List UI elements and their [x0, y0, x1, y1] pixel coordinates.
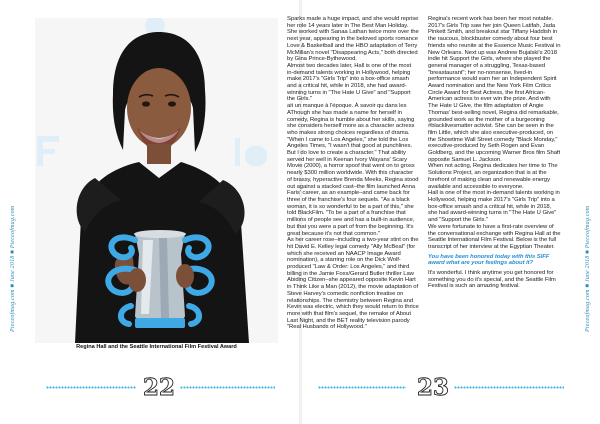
- article-paragraph: We were fortunate to have a first-rate overview of the conversational exchange with Regina Hall at the Seattle International Film Festival. Below is the full transcript of her interview at the Egyptian Theater.: [428, 223, 561, 250]
- article-paragraph: Hall is one of the most in-demand talents working in Hollywood, helping make 2017's "Girls Trip" into a box-office smash and a critical hit, while in 2018, she had award-winning turns in "The Hate U Give" and "Support the Girls.": [428, 190, 560, 224]
- article-paragraph: When not acting, Regina dedicates her time to The Solutions Project, an organization that is at the forefront of making clean and renewable energy available and accessible to everyone.: [428, 163, 558, 190]
- article-column-2: [428, 16, 561, 370]
- article-paragraph: Regina's recent work has been her most notable. 2017's Girls Trip saw her join Queen Latifah, Jada Pinkett Smith, and breakout star Tiffany Haddish in the raucous, blockbuster comedy about four best friends who reunite at the Essence Music Festival in New Orleans. Next up was Andrew Bujalski's 2018 indie hit Support the Girls, where she played the general manager of a struggling, Texas-based "breastaurant"; her no-nonsense, lived-in performance would earn her an Independent Spirit Award nomination and the New York Film Critics Circle Award for Best Actress, the first African-American actress to ever win the prize. And with The Hate U Give, the film adaptation of Angie Thomas' best-selling novel, Regina did remarkable, grounded work as the mother of a burgeoning #blacklivesmatter activist. She can be seen in the film Little, which she also executive-produced, on the Showtime Wall Street comedy "Black Monday," executive-produced by Seth Rogen and Evan Goldberg, and the upcoming Warner Bros film Shaft opposite Samuel L. Jackson.: [428, 16, 561, 163]
- left-side-margin-text: Pieceofmag.com ■ June 2018 ■ Pieceofmag.com: [10, 205, 16, 332]
- article-paragraph: ait un manque à l'époque. À savoir qu dans les AThough she has made a name for herself in comedy, Regina is humble about her skills, saying she considers herself more as a character actress who makes strong choices regardless of drama. "When I came to Los Angeles," she told the Los Angeles Times, "I wasn't that good at punchlines. But I do love to create a character." That ability served her well in Keenan Ivory Wayans' Scary Movie (2000), a horror spoof that went on to gross nearly $300 million worldwide. With this character of brassy, hyperactive Brenda Meeks, Regina stood out against a stacked cast–the film launched Anna Faris' career, as an example–and came back for three of the franchise's four sequels. "As a black woman, it is so wonderful to be a part of this," she told BlackFilm. "To be a part of a franchise that millions of people see and has a built-in audience, but that you were a part of from the beginning. It's great because it's not that common.": [287, 103, 419, 237]
- photo-caption: Regina Hall and the Seattle International Film Festival Award: [76, 344, 237, 350]
- article-paragraph: As her career rose–including a two-year stint on the hit David E. Kelley legal comedy "Ally McBeal" (for which she received an NAACP Image Award nomination), a starring role on the Dick Wolf-produced "Law & Order: Los Angeles," and third billing in the Jamie Foxx/Gerard Butler thriller Law Abiding Citizen–she appeared opposite Kevin Hart in Think Like a Man (2012), the movie adaptation of Steve Harvey's comedic nonfiction treatise on relationships. The chemistry between Regina and Kevin was electric, which they would return to thrice more with that film's sequel, the remake of About Last Night, and the BET reality television parody "Real Husbands of Hollywood.": [287, 237, 419, 331]
- right-page-number: 23: [417, 374, 450, 401]
- article-paragraph: Sparks made a huge impact, and she would reprise her role 14 years later in The Best Man Holiday. She worked with Sanaa Lathan twice more over the next year, appearing in the beloved sports romance Love & Basketball and the HBO adaptation of Terry McMillan's novel "Disappearing Acts," both directed by Gina Prince-Bythewood.: [287, 16, 419, 63]
- right-side-margin-text: Pieceofmag.com ■ June 2018 ■ Pieceofmag.com: [585, 205, 591, 332]
- right-folio-dots-right: [454, 386, 564, 389]
- left-folio-dots-left: [46, 386, 136, 389]
- left-page-number: 22: [143, 374, 176, 401]
- article-paragraph: Almost two decades later, Hall is one of the most in-demand talents working in Hollywood, helping make 2017's "Girls Trip" into a box-office smash and a critical hit, while in 2018, she had award-winning turns in "The Hate U Give" and "Support the Girls.": [287, 62, 412, 103]
- interview-question: You have been honored today with this SIFF award what are your feelings about it?: [428, 253, 550, 267]
- left-folio-dots-right: [180, 386, 275, 389]
- interview-answer: It's wonderful. I think anytime you get honored for something you do it's special, and the Seattle Film Festival is such an amazing festival.: [428, 270, 556, 290]
- right-folio-dots-left: [318, 386, 406, 389]
- portrait-photo: [35, 18, 278, 343]
- article-column-1: [287, 16, 419, 368]
